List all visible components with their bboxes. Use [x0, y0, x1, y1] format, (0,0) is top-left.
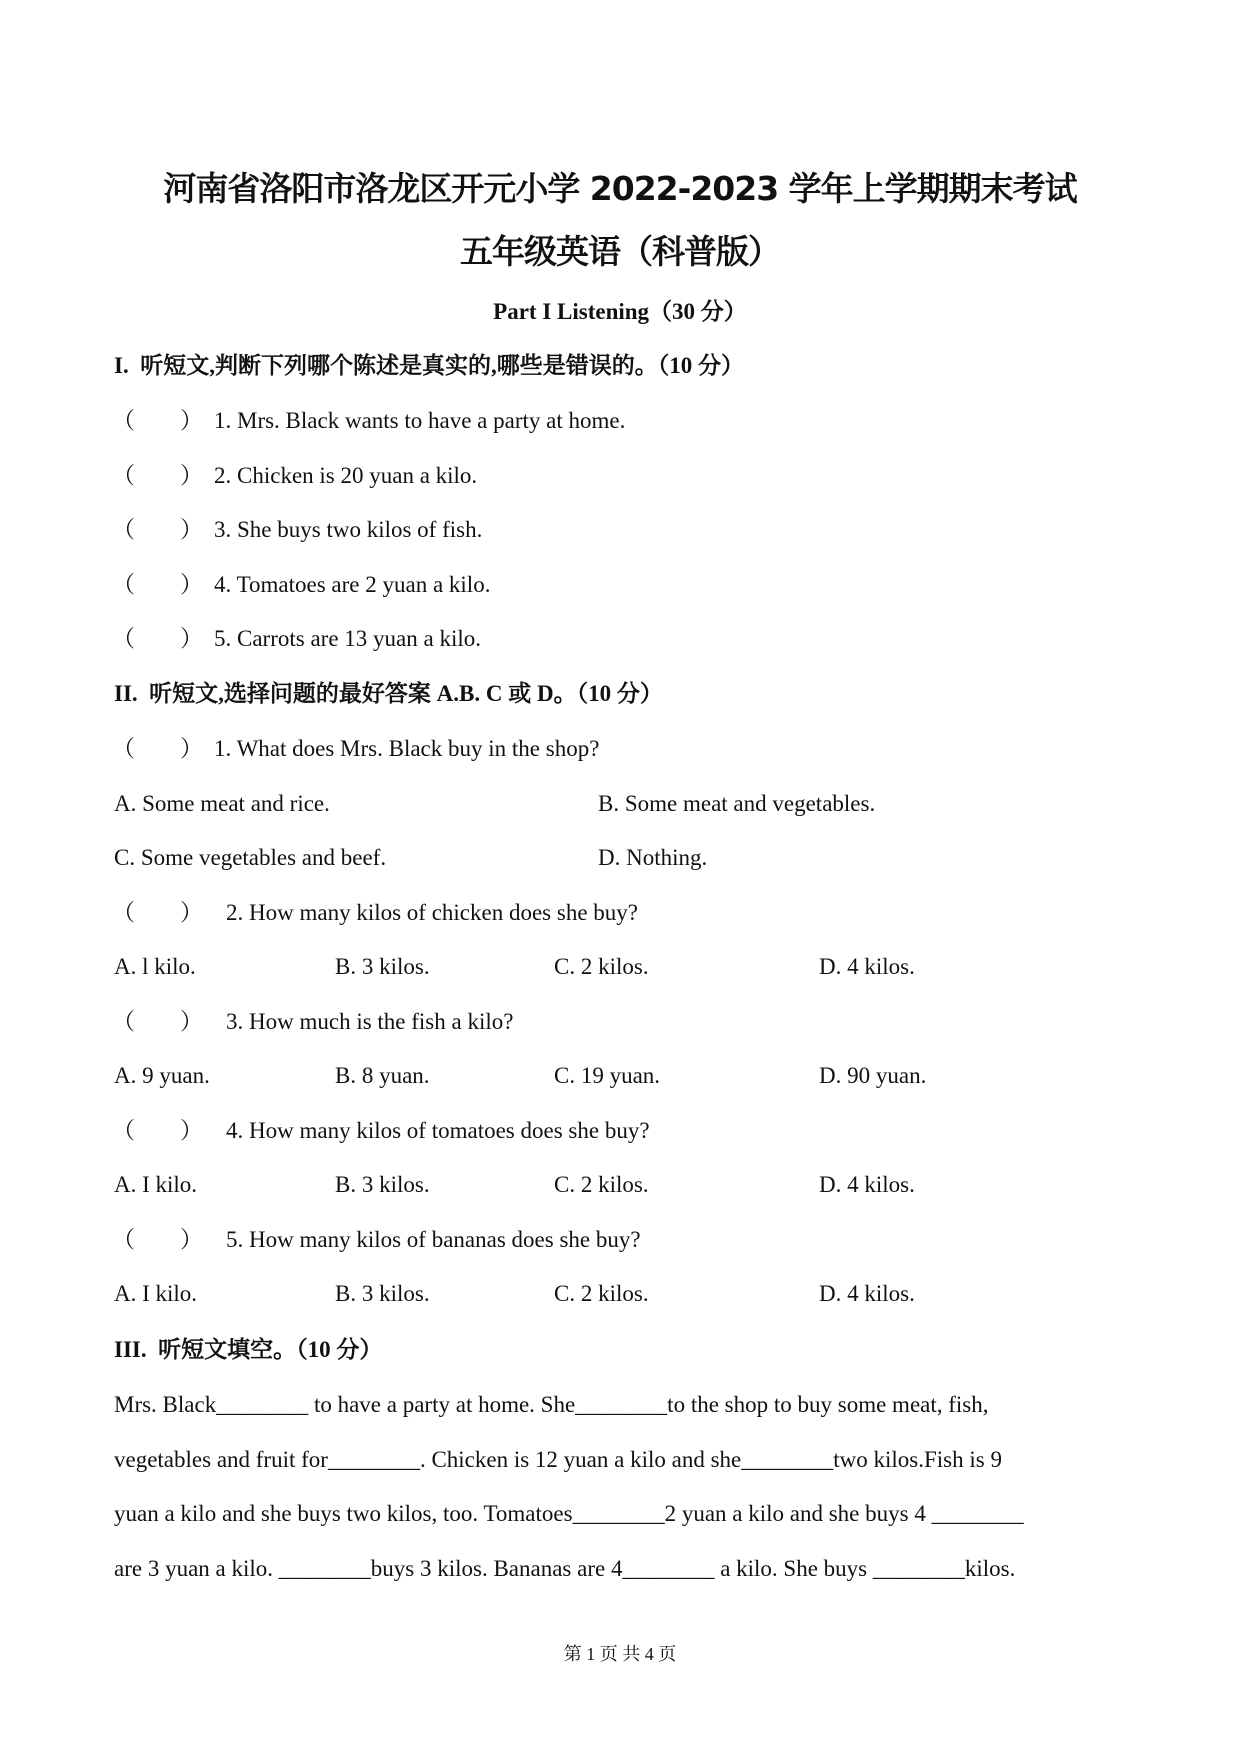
answer-option: D. 4 kilos. [819, 1172, 915, 1197]
answer-blank-close: ） [180, 1008, 203, 1034]
question-text: 5. How many kilos of bananas does she buy? [226, 1226, 641, 1252]
answer-blank-close: ） [180, 571, 203, 597]
answer-blank-close: ） [180, 462, 203, 488]
section2-heading: II. 听短文,选择问题的最好答案 A.B. C 或 D。（10 分） [114, 681, 663, 706]
answer-blank-open[interactable]: （ [112, 1226, 135, 1252]
section1-heading: I. 听短文,判断下列哪个陈述是真实的,哪些是错误的。（10 分） [114, 353, 744, 378]
answer-blank-open[interactable]: （ [112, 1117, 135, 1143]
answer-option: C. 2 kilos. [554, 954, 649, 979]
answer-option: D. 4 kilos. [819, 954, 915, 979]
question-text: 3. How much is the fish a kilo? [226, 1008, 514, 1034]
answer-blank-open[interactable]: （ [112, 899, 135, 925]
answer-blank-close: ） [180, 1117, 203, 1143]
answer-blank-open[interactable]: （ [112, 571, 135, 597]
fill-in-line: yuan a kilo and she buys two kilos, too. Tomatoes________2 yuan a kilo and she buys 4 ________ [114, 1501, 1024, 1526]
true-false-item: 4. Tomatoes are 2 yuan a kilo. [214, 571, 491, 597]
answer-blank-close: ） [180, 517, 203, 542]
answer-option: B. 3 kilos. [335, 1172, 430, 1197]
exam-subtitle: 五年级英语（科普版） [460, 232, 780, 271]
answer-option: C. Some vegetables and beef. [114, 845, 387, 870]
answer-option: A. 9 yuan. [114, 1063, 210, 1088]
answer-option: A. Some meat and rice. [114, 790, 330, 816]
answer-blank-close: ） [180, 899, 203, 925]
page-footer: 第 1 页 共 4 页 [563, 1644, 677, 1664]
answer-option: B. 3 kilos. [335, 954, 430, 979]
fill-in-line: vegetables and fruit for________. Chicken is 12 yuan a kilo and she________two kilos.Fish is 9 [114, 1446, 1002, 1472]
answer-blank-close: ） [180, 1226, 203, 1252]
question-text: 4. How many kilos of tomatoes does she buy? [226, 1117, 650, 1143]
fill-in-line: are 3 yuan a kilo. ________buys 3 kilos. Bananas are 4________ a kilo. She buys ________kilos. [114, 1555, 1016, 1581]
question-text: 2. How many kilos of chicken does she buy? [226, 899, 639, 925]
true-false-item: 2. Chicken is 20 yuan a kilo. [214, 462, 478, 488]
true-false-item: 3. She buys two kilos of fish. [214, 517, 483, 542]
answer-option: B. 3 kilos. [335, 1281, 430, 1306]
answer-option: A. I kilo. [114, 1172, 198, 1197]
answer-option: A. l kilo. [114, 954, 196, 979]
answer-blank-open[interactable]: （ [112, 1008, 135, 1034]
answer-blank-close: ） [180, 408, 203, 433]
answer-option: D. 90 yuan. [819, 1063, 927, 1088]
answer-option: A. I kilo. [114, 1281, 198, 1306]
answer-option: C. 19 yuan. [554, 1063, 661, 1088]
answer-option: B. Some meat and vegetables. [598, 790, 876, 816]
answer-blank-open[interactable]: （ [112, 736, 135, 761]
answer-blank-close: ） [180, 626, 203, 651]
question-text: 1. What does Mrs. Black buy in the shop? [214, 736, 600, 761]
answer-blank-open[interactable]: （ [112, 517, 135, 542]
answer-option: C. 2 kilos. [554, 1172, 649, 1197]
part-heading: Part I Listening（30 分） [493, 299, 747, 324]
answer-option: B. 8 yuan. [335, 1063, 430, 1088]
exam-title: 河南省洛阳市洛龙区开元小学 2022-2023 学年上学期期末考试 [163, 169, 1077, 208]
true-false-item: 5. Carrots are 13 yuan a kilo. [214, 626, 481, 651]
answer-option: D. Nothing. [598, 845, 708, 870]
answer-option: C. 2 kilos. [554, 1281, 649, 1306]
answer-blank-open[interactable]: （ [112, 626, 135, 651]
true-false-item: 1. Mrs. Black wants to have a party at home. [214, 408, 626, 433]
fill-in-line: Mrs. Black________ to have a party at home. She________to the shop to buy some meat, fish, [114, 1392, 989, 1417]
answer-option: D. 4 kilos. [819, 1281, 915, 1306]
answer-blank-open[interactable]: （ [112, 408, 135, 433]
answer-blank-close: ） [180, 736, 203, 761]
answer-blank-open[interactable]: （ [112, 462, 135, 488]
section3-heading: III. 听短文填空。（10 分） [114, 1337, 383, 1362]
